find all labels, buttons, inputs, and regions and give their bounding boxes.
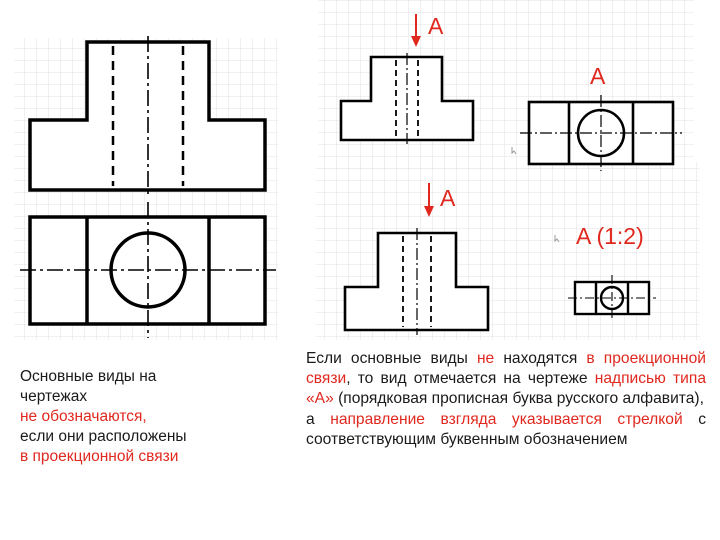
right-caption-red-3: надписью типа «А» bbox=[306, 370, 706, 408]
right-caption-text-2: находятся bbox=[494, 350, 587, 367]
label-a-scaled: A (1:2) bbox=[576, 223, 644, 249]
right-caption-red-1: не bbox=[476, 350, 495, 367]
left-caption-line-5: в проекционной связи bbox=[20, 448, 179, 465]
right-caption-red-5: направление взгляда указывается стрелкой bbox=[330, 410, 683, 428]
right-caption-text-6: с соответствующим буквенным обозначением bbox=[306, 410, 706, 448]
left-caption-line-3: не обозначаются, bbox=[20, 408, 147, 425]
label-a-bottom: A bbox=[440, 185, 456, 211]
left-caption-line-4: если они расположены bbox=[20, 428, 187, 445]
left-caption-line-2: чертежах bbox=[20, 388, 88, 405]
label-a-top: A bbox=[428, 13, 444, 39]
right-caption-text-3: , то вид отмечается на чертеже bbox=[346, 370, 595, 388]
right-caption-red-2: в проекционной связи bbox=[306, 350, 706, 388]
right-caption-text-5: а bbox=[306, 410, 331, 428]
left-caption-line-1: Основные виды на bbox=[20, 368, 157, 385]
left-caption bbox=[20, 367, 270, 467]
right-caption-text-4: (порядковая прописная буква русского алфавита), bbox=[333, 390, 704, 408]
right-caption-text-1: Если основные виды bbox=[306, 350, 477, 367]
right-caption bbox=[306, 349, 706, 450]
label-a-side: A bbox=[590, 63, 606, 89]
